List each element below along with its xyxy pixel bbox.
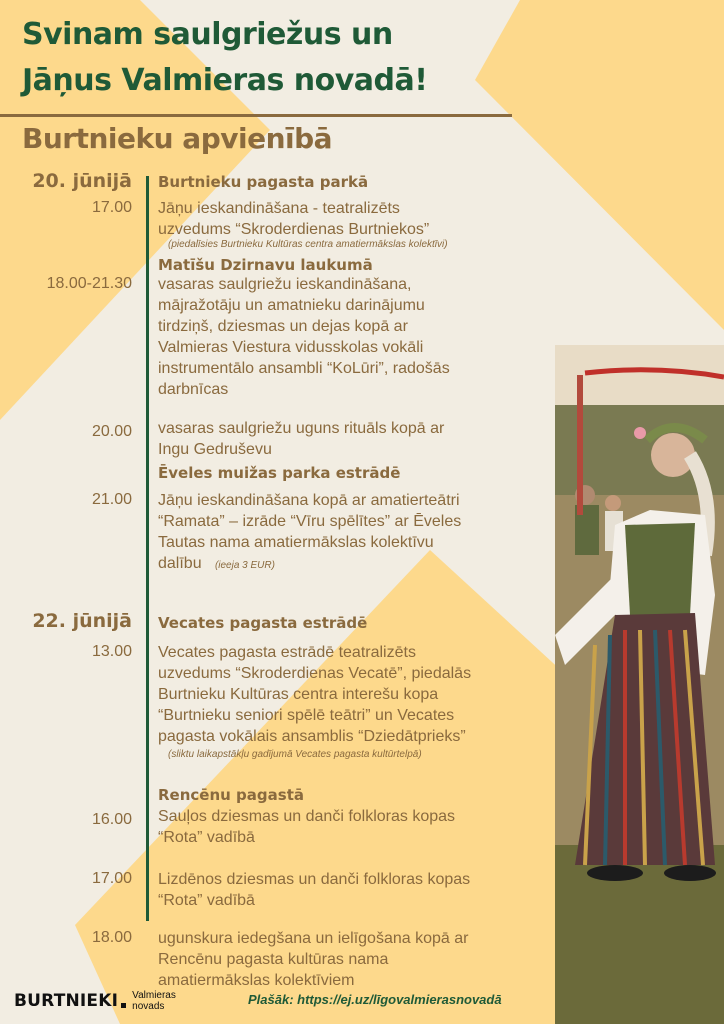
event-description: Vecates pagasta estrādē teatralizēts uzvedums “Skroderdienas Vecatē”, piedalās Burtnieku Kultūras centra interešu kopa “Burtnieku seniori spēlē teātri” un Vecates pagasta vokālais ansamblis “Dziedātprieks”	[158, 644, 472, 745]
title-line-1: Svinam saulgriežus un	[22, 17, 393, 52]
venue-burtnieku-park: Burtnieku pagasta parkā	[158, 173, 369, 191]
title-line-2: Jāņus Valmieras novadā!	[22, 63, 428, 98]
venue-rencenu-pagasts: Rencēnu pagastā	[158, 786, 304, 804]
event-description: vasaras saulgriežu uguns rituāls kopā ar Ingu Gedruševu	[158, 420, 445, 458]
event-note: (ieeja 3 EUR)	[214, 560, 275, 571]
burtnieki-logo	[14, 990, 176, 1012]
folk-dance-photo	[555, 345, 724, 1024]
event-description: Jāņu ieskandināšana - teatralizēts uzvedums “Skroderdienas Burtniekos”	[158, 200, 430, 238]
timeline-line	[146, 176, 149, 921]
event-description: Sauļos dziesmas un danči folkloras kopas “Rota” vadībā	[158, 808, 456, 846]
event-description: ugunskura iedegšana un ielīgošana kopā ar Rencēnu pagasta kultūras nama amatiermākslas kolektīviem	[158, 930, 469, 989]
event-note: (piedalīsies Burtnieku Kultūras centra amatiermākslas kolektīvi)	[168, 239, 448, 250]
event-time: 21.00	[91, 491, 132, 508]
page-title	[22, 12, 427, 104]
event-time: 17.00	[91, 870, 132, 887]
date-june-22: 22. jūnijā	[32, 610, 132, 632]
venue-vecates-estrade: Vecates pagasta estrādē	[158, 614, 368, 632]
event-time: 13.00	[91, 643, 132, 660]
title-divider	[0, 114, 512, 117]
more-info-link[interactable]: Plašāk: https://ej.uz/līgovalmierasnovadā	[248, 992, 502, 1007]
event-time: 20.00	[91, 423, 132, 440]
event-time: 18.00-21.30	[46, 275, 132, 292]
section-heading: Burtnieku apvienībā	[22, 122, 333, 155]
event-time: 16.00	[91, 811, 132, 828]
logo-subtitle: Valmieras novads	[132, 990, 176, 1012]
event-description: Lizdēnos dziesmas un danči folkloras kopas “Rota” vadībā	[158, 871, 471, 909]
event-description: vasaras saulgriežu ieskandināšana, mājražotāju un amatnieku darinājumu tirdziņš, dziesmas un dejas kopā ar Valmieras Viestura vidusskolas vokāli instrumentālo ansambli “KoLūri”, radošās darbnīcas	[158, 276, 450, 398]
event-note: (sliktu laikapstākļu gadījumā Vecates pagasta kultūrtelpā)	[168, 749, 422, 760]
date-june-20: 20. jūnijā	[32, 170, 132, 192]
event-description: Jāņu ieskandināšana kopā ar amatierteātri “Ramata” – izrāde “Vīru spēlītes” ar Ēveles Tautas nama amatiermākslas kolektīvu dalību (ieeja 3 EUR)	[158, 492, 462, 572]
venue-matisu-dzirnavas: Matīšu Dzirnavu laukumā	[158, 256, 373, 274]
event-time: 17.00	[91, 199, 132, 216]
event-time: 18.00	[91, 929, 132, 946]
venue-eveles-muiza: Ēveles muižas parka estrādē	[158, 464, 401, 482]
logo-wordmark: BURTNIEKI	[14, 991, 119, 1011]
logo-dot-icon	[121, 1003, 126, 1008]
